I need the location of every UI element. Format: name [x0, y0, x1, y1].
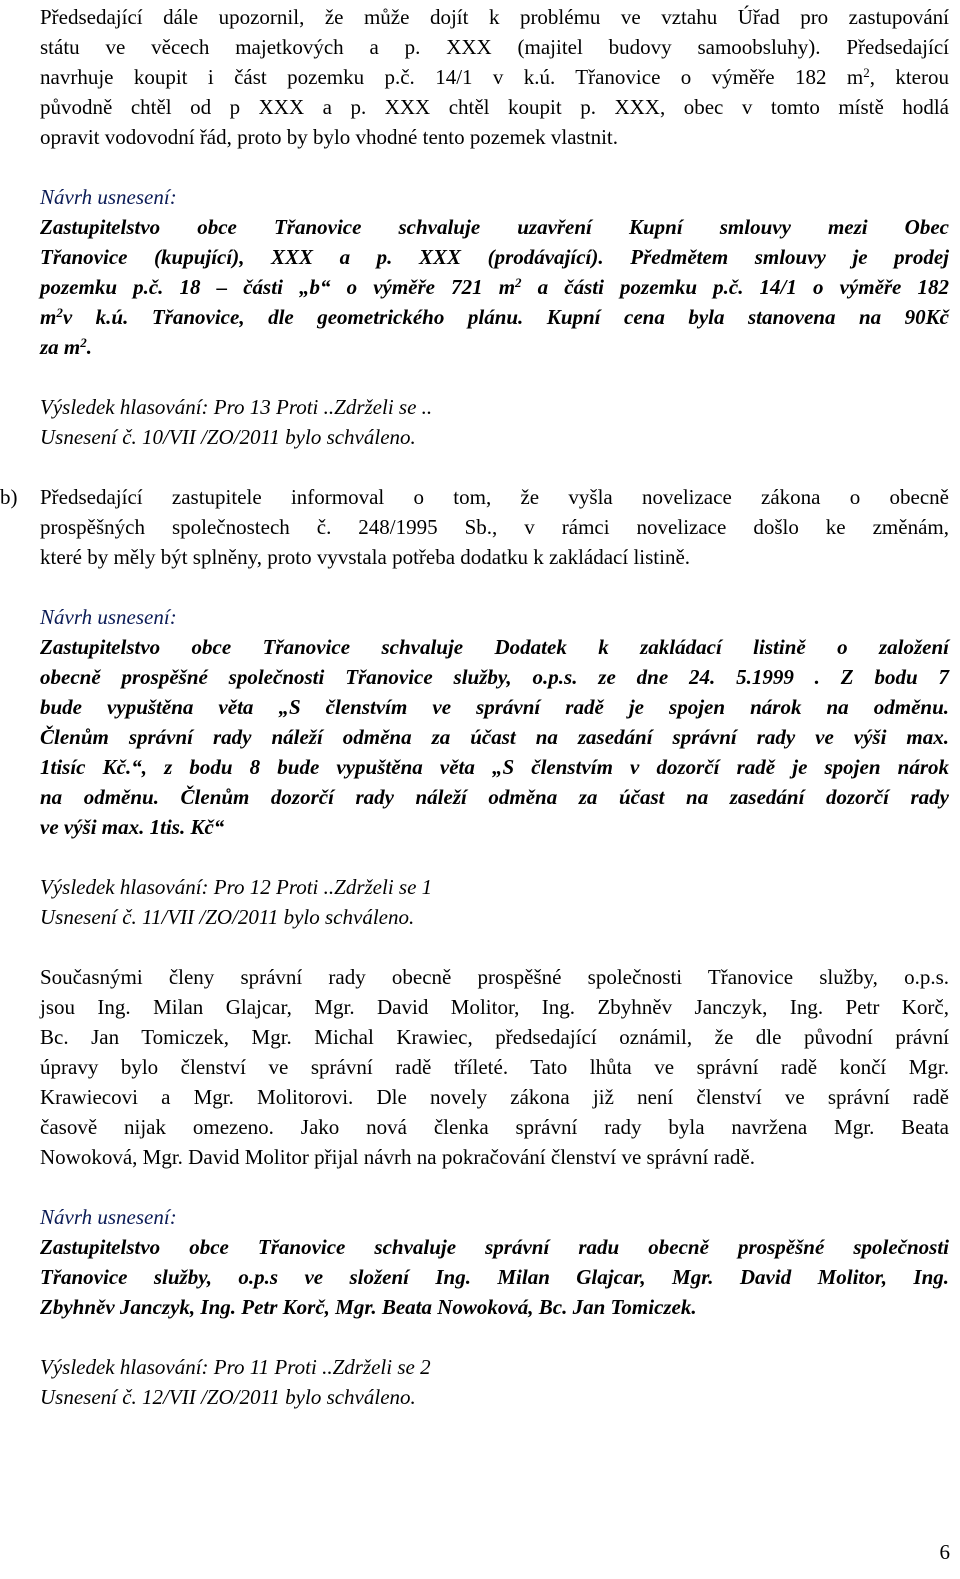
vote-block-1	[40, 392, 949, 452]
resolution-status: Usnesení č. 11/VII /ZO/2011 bylo schváleno.	[40, 905, 415, 929]
resolution-line: Zastupitelstvo obce Třanovice schvaluje Dodatek k zakládací listině o založení	[40, 635, 949, 659]
members-line: úpravy bylo členství ve správní radě tříleté. Tato lhůta ve správní radě končí Mgr.	[40, 1055, 949, 1079]
resolution-heading: Návrh usnesení:	[40, 1205, 177, 1229]
item-b	[0, 482, 949, 572]
resolution-line: $m^2v$ k.ú. Třanovice, dle geometrického plánu. Kupní cena byla stanovena na 90Kč	[40, 305, 949, 329]
intro-line: státu ve věcech majetkových a p. XXX (majitel budovy samoobsluhy). Předsedající	[40, 35, 949, 59]
vote-result: Výsledek hlasování: Pro 11 Proti ..Zdrželi se 2	[40, 1355, 431, 1379]
members-line: Současnými členy správní rady obecně prospěšné společnosti Třanovice služby, o.p.s.	[40, 965, 949, 989]
resolution-line: bude vypuštěna věta „S členstvím ve správní radě je spojen nárok na odměnu.	[40, 695, 949, 719]
vote-result: Výsledek hlasování: Pro 12 Proti ..Zdrželi se 1	[40, 875, 433, 899]
resolution-line: na odměnu. Členům dozorčí rady náleží odměna za účast na zasedání dozorčí rady	[40, 785, 949, 809]
members-line: Krawiecovi a Mgr. Molitorovi. Dle novely zákona již není členství ve správní radě	[40, 1085, 949, 1109]
resolution-1	[40, 182, 949, 362]
item-line: prospěšných společnostech č. 248/1995 Sb., v rámci novelizace došlo ke změnám,	[40, 515, 949, 539]
members-paragraph	[40, 962, 949, 1172]
resolution-line: Zbyhněv Janczyk, Ing. Petr Korč, Mgr. Beata Nowoková, Bc. Jan Tomiczek.	[40, 1295, 697, 1319]
item-marker: b)	[0, 485, 18, 509]
vote-block-2	[40, 872, 949, 932]
intro-line: Předsedající dále upozornil, že může dojít k problému ve vztahu Úřad pro zastupování	[40, 5, 949, 29]
vote-result: Výsledek hlasování: Pro 13 Proti ..Zdrželi se ..	[40, 395, 433, 419]
intro-line: opravit vodovodní řád, proto by bylo vhodné tento pozemek vlastnit.	[40, 125, 618, 149]
members-line: Bc. Jan Tomiczek, Mgr. Michal Krawiec, předsedající oznámil, že dle původní právní	[40, 1025, 949, 1049]
resolution-line: Třanovice (kupující), XXX a p. XXX (prodávající). Předmětem smlouvy je prodej	[40, 245, 949, 269]
resolution-line: Třanovice služby, o.p.s ve složení Ing. Milan Glajcar, Mgr. David Molitor, Ing.	[40, 1265, 949, 1289]
resolution-status: Usnesení č. 10/VII /ZO/2011 bylo schváleno.	[40, 425, 416, 449]
resolution-heading: Návrh usnesení:	[40, 185, 177, 209]
members-line: Nowoková, Mgr. David Molitor přijal návrh na pokračování členství ve správní radě.	[40, 1145, 755, 1169]
resolution-line: 1tisíc Kč.“, z bodu 8 bude vypuštěna věta „S členstvím v dozorčí radě je spojen nárok	[40, 755, 949, 779]
item-line: které by měly být splněny, proto vyvstala potřeba dodatku k zakládací listině.	[40, 545, 691, 569]
members-line: jsou Ing. Milan Glajcar, Mgr. David Molitor, Ing. Zbyhněv Janczyk, Ing. Petr Korč,	[40, 995, 949, 1019]
item-line: Předsedající zastupitele informoval o tom, že vyšla novelizace zákona o obecně	[40, 485, 949, 509]
members-line: časově nijak omezeno. Jako nová členka správní rady byla navržena Mgr. Beata	[40, 1115, 949, 1139]
resolution-2	[40, 602, 949, 842]
resolution-line: pozemku p.č. 18 – části „b“ o výměře 721 $m^2$ a části pozemku p.č. 14/1 o výměře 182	[40, 275, 949, 299]
resolution-line: obecně prospěšné společnosti Třanovice služby, o.p.s. ze dne 24. 5.1999 . Z bodu 7	[40, 665, 949, 689]
page-number: 6	[939, 1540, 950, 1564]
intro-paragraph	[40, 2, 949, 152]
intro-line: navrhuje koupit i část pozemku p.č. 14/1 v k.ú. Třanovice o výměře 182 $m^2$, kterou	[40, 65, 949, 89]
resolution-heading: Návrh usnesení:	[40, 605, 177, 629]
resolution-line: Zastupitelstvo obce Třanovice schvaluje uzavření Kupní smlouvy mezi Obec	[40, 215, 949, 239]
resolution-3	[40, 1202, 949, 1322]
resolution-line: ve výši max. 1tis. Kč“	[40, 815, 225, 839]
resolution-line: Zastupitelstvo obce Třanovice schvaluje správní radu obecně prospěšné společnosti	[40, 1235, 949, 1259]
vote-block-3	[40, 1352, 949, 1412]
intro-line: původně chtěl od p XXX a p. XXX chtěl koupit p. XXX, obec v tomto místě hodlá	[40, 95, 949, 119]
resolution-status: Usnesení č. 12/VII /ZO/2011 bylo schváleno.	[40, 1385, 416, 1409]
resolution-line: za $m^2$.	[40, 335, 93, 359]
resolution-line: Členům správní rady náleží odměna za účast na zasedání správní rady ve výši max.	[40, 725, 949, 749]
